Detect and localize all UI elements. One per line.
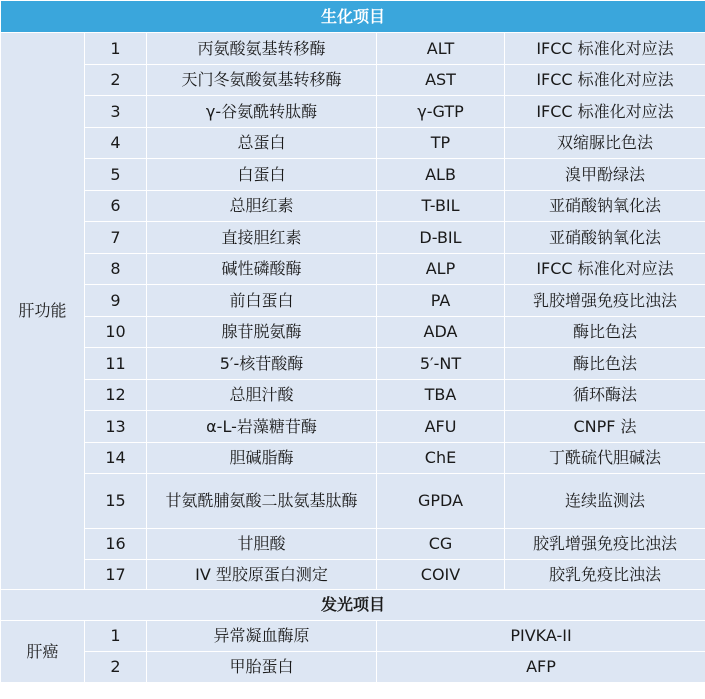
row-number: 7 [85,222,147,254]
table-row [1,621,705,652]
item-name: 丙氨酸氨基转移酶 [147,33,377,65]
item-abbreviation: CG [377,529,505,560]
item-name: α-L-岩藻糖苷酶 [147,411,377,443]
item-method: 乳胶增强免疫比浊法 [505,285,705,317]
table-row [1,443,705,474]
item-name: 前白蛋白 [147,285,377,317]
item-method: IFCC 标准化对应法 [505,65,705,96]
item-name: 腺苷脱氨酶 [147,317,377,348]
row-number: 11 [85,348,147,380]
item-name: 总胆红素 [147,191,377,222]
item-name: 直接胆红素 [147,222,377,254]
item-method: 酶比色法 [505,317,705,348]
row-number: 9 [85,285,147,317]
row-number: 1 [85,33,147,65]
row-number: 14 [85,443,147,474]
item-method: 双缩脲比色法 [505,128,705,159]
item-abbreviation: AFP [377,652,705,683]
item-method: 亚硝酸钠氧化法 [505,222,705,254]
row-number: 4 [85,128,147,159]
item-abbreviation: COIV [377,560,505,590]
item-name: 5′-核苷酸酶 [147,348,377,380]
row-number: 1 [85,621,147,652]
item-name: 碱性磷酸酶 [147,254,377,285]
table-row [1,380,705,411]
row-number: 16 [85,529,147,560]
table-row [1,411,705,443]
item-abbreviation: GPDA [377,474,505,529]
item-abbreviation: ALT [377,33,505,65]
item-method: IFCC 标准化对应法 [505,254,705,285]
item-abbreviation: γ-GTP [377,96,505,128]
item-name: 总蛋白 [147,128,377,159]
table-row [1,317,705,348]
item-method: 亚硝酸钠氧化法 [505,191,705,222]
item-abbreviation: TP [377,128,505,159]
table-row [1,159,705,191]
table-row [1,65,705,96]
group-label-liver-function: 肝功能 [1,33,85,590]
row-number: 2 [85,65,147,96]
row-number: 10 [85,317,147,348]
item-name: 甘氨酰脯氨酸二肽氨基肽酶 [147,474,377,529]
item-abbreviation: D-BIL [377,222,505,254]
item-name: 异常凝血酶原 [147,621,377,652]
table-row [1,33,705,65]
item-name: 甘胆酸 [147,529,377,560]
item-method: 丁酰硫代胆碱法 [505,443,705,474]
item-name: 总胆汁酸 [147,380,377,411]
item-abbreviation: PA [377,285,505,317]
biochem-title: 生化项目 [1,1,705,33]
item-abbreviation: ALB [377,159,505,191]
row-number: 12 [85,380,147,411]
item-method: IFCC 标准化对应法 [505,96,705,128]
item-method: 溴甲酚绿法 [505,159,705,191]
row-number: 15 [85,474,147,529]
table-row [1,285,705,317]
table-row [1,191,705,222]
item-method: 循环酶法 [505,380,705,411]
item-abbreviation: ChE [377,443,505,474]
item-method: 连续监测法 [505,474,705,529]
row-number: 3 [85,96,147,128]
item-abbreviation: ALP [377,254,505,285]
row-number: 5 [85,159,147,191]
row-number: 2 [85,652,147,683]
lumin-title: 发光项目 [1,590,705,621]
item-name: 天门冬氨酸氨基转移酶 [147,65,377,96]
table-row [1,560,705,590]
item-name: IV 型胶原蛋白测定 [147,560,377,590]
group-label-liver-cancer: 肝癌 [1,621,85,683]
table-row [1,128,705,159]
item-abbreviation: PIVKA-II [377,621,705,652]
row-number: 13 [85,411,147,443]
item-method: 胶乳免疫比浊法 [505,560,705,590]
table-row [1,222,705,254]
table-row [1,652,705,683]
item-abbreviation: AST [377,65,505,96]
item-method: 酶比色法 [505,348,705,380]
item-abbreviation: TBA [377,380,505,411]
item-abbreviation: T-BIL [377,191,505,222]
table-row [1,529,705,560]
row-number: 6 [85,191,147,222]
item-abbreviation: ADA [377,317,505,348]
item-name: 白蛋白 [147,159,377,191]
item-method: 胶乳增强免疫比浊法 [505,529,705,560]
lumin-header-row [1,590,705,621]
item-name: γ-谷氨酰转肽酶 [147,96,377,128]
row-number: 8 [85,254,147,285]
biochem-header-row [1,1,705,33]
item-abbreviation: AFU [377,411,505,443]
item-name: 胆碱脂酶 [147,443,377,474]
item-abbreviation: 5′-NT [377,348,505,380]
row-number: 17 [85,560,147,590]
item-name: 甲胎蛋白 [147,652,377,683]
table-row [1,474,705,529]
item-method: CNPF 法 [505,411,705,443]
item-method: IFCC 标准化对应法 [505,33,705,65]
table-row [1,348,705,380]
table-row [1,254,705,285]
table-row [1,96,705,128]
